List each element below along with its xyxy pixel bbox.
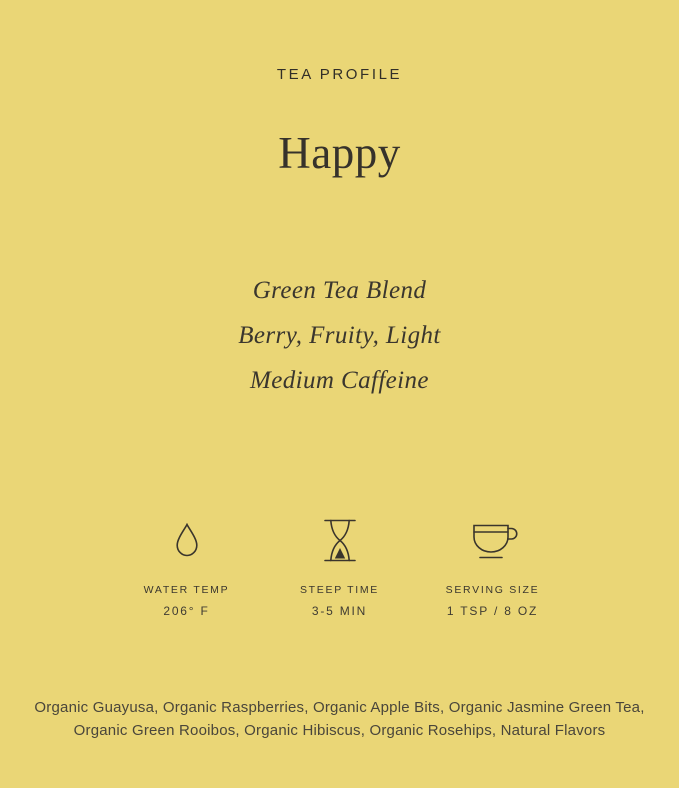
stat-value-water-temp: 206° F [163,604,210,618]
stat-label-water-temp: WATER TEMP [143,584,230,596]
stat-serving-size [416,518,569,618]
stat-steep-time [263,518,416,618]
stat-water-temp [110,518,263,618]
stat-label-steep-time: STEEP TIME [299,584,380,596]
tea-name-title: Happy [278,128,401,178]
flavor-notes-text: Berry, Fruity, Light [238,322,441,349]
stat-label-serving-size: SERVING SIZE [445,584,540,596]
teacup-icon [467,518,519,562]
hourglass-icon [320,518,360,562]
ingredients-list [0,696,679,742]
descriptor-list [0,268,679,403]
stat-value-steep-time: 3-5 MIN [311,604,368,618]
caffeine-level-text: Medium Caffeine [250,367,429,394]
ingredients-line-2: Organic Green Rooibos, Organic Hibiscus, Organic Rosehips, Natural Flavors [73,722,606,739]
stat-value-serving-size: 1 TSP / 8 OZ [446,604,539,618]
stats-row [0,518,679,618]
blend-type-text: Green Tea Blend [252,277,427,304]
water-drop-icon [176,518,198,562]
eyebrow-label: TEA PROFILE [276,66,403,83]
ingredients-line-1: Organic Guayusa, Organic Raspberries, Organic Apple Bits, Organic Jasmine Green Tea, [34,699,645,716]
